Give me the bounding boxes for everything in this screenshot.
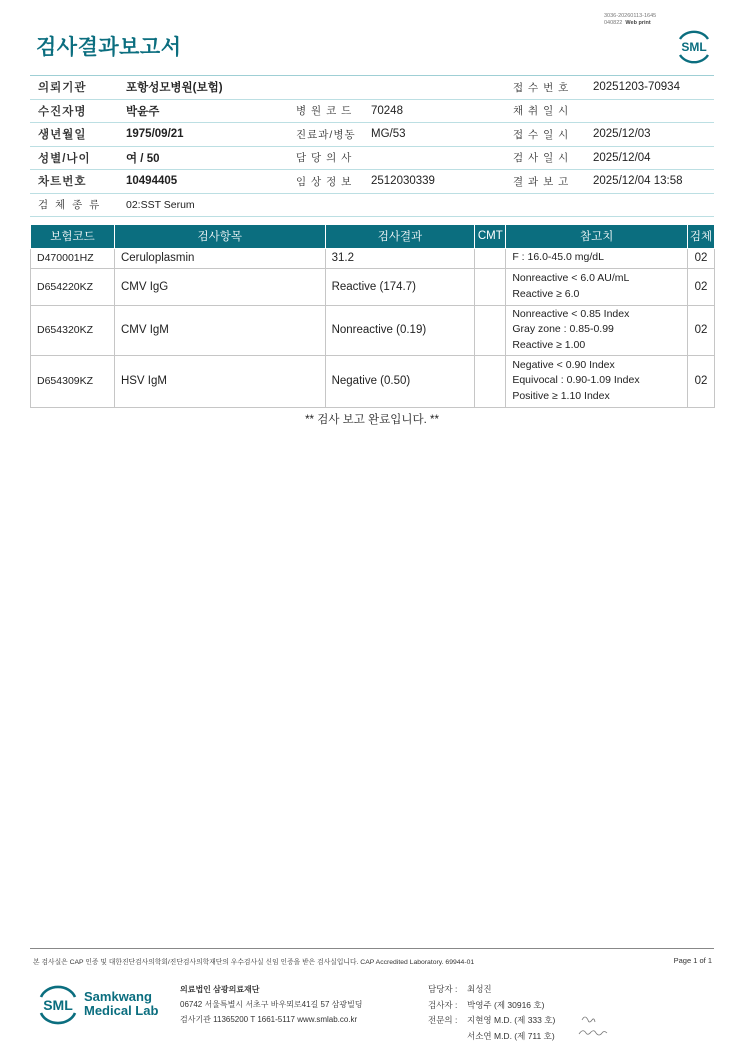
staff-role: 담당자 :: [428, 984, 458, 994]
info-value: 10494405: [118, 170, 282, 194]
foundation-address: 06742 서울특별시 서초구 바우뫼로41길 57 삼광빌딩: [180, 1000, 363, 1009]
info-label: 차트번호: [30, 170, 118, 194]
reference-line: Equivocal : 0.90-1.09 Index: [512, 374, 640, 387]
info-label: 의뢰기관: [30, 76, 118, 100]
insurance-code: D654309KZ: [31, 355, 115, 407]
results-column-header: CMT: [475, 225, 506, 248]
result-row: [31, 305, 715, 355]
footer-divider: [30, 948, 714, 949]
comment-cell: [475, 268, 506, 305]
test-item: CMV IgM: [114, 305, 325, 355]
info-value: 2512030339: [363, 170, 499, 194]
insurance-code: D654220KZ: [31, 268, 115, 305]
staff-row: [428, 1013, 555, 1029]
samkwang-logo-text: SML: [43, 997, 73, 1013]
info-row: [30, 99, 714, 123]
specimen-label: 검 체 종 류: [30, 193, 118, 217]
result-row: [31, 355, 715, 407]
staff-role: [428, 1029, 467, 1045]
info-value: 2025/12/04: [585, 146, 714, 170]
info-value: 70248: [363, 99, 499, 123]
staff-row: [428, 1029, 555, 1045]
samkwang-logo-name: [84, 990, 158, 1017]
info-row: [30, 76, 714, 100]
specimen-code: 02: [687, 248, 714, 268]
comment-cell: [475, 355, 506, 407]
info-row: [30, 170, 714, 194]
document-code-line2: 040822: [604, 19, 623, 26]
reference-line: Positive ≥ 1.10 Index: [512, 389, 610, 402]
info-value: MG/53: [363, 123, 499, 147]
info-label: 접 수 번 호: [499, 76, 585, 100]
info-label: 수진자명: [30, 99, 118, 123]
reference-line: Nonreactive < 0.85 Index: [512, 307, 630, 320]
foundation-contact: 검사기관 11365200 T 1661-5117 www.smlab.co.kr: [180, 1015, 358, 1024]
specimen-code: 02: [687, 355, 714, 407]
specimen-row: [30, 193, 714, 217]
reference-line: Nonreactive < 6.0 AU/mL: [512, 272, 630, 284]
results-column-header: 검체: [687, 225, 714, 248]
reference-range: [506, 305, 688, 355]
test-item: CMV IgG: [114, 268, 325, 305]
reference-line: Reactive ≥ 6.0: [512, 287, 580, 300]
reference-line: Gray zone : 0.85-0.99: [512, 323, 614, 336]
results-column-header: 보험코드: [31, 225, 115, 248]
signature-icon: [576, 1010, 610, 1040]
info-value: 2025/12/03: [585, 123, 714, 147]
results-table: [30, 225, 715, 408]
insurance-code: D470001HZ: [31, 248, 115, 268]
staff-row: [428, 998, 555, 1014]
info-label: 생년월일: [30, 123, 118, 147]
page-number: Page 1 of 1: [673, 956, 712, 965]
sml-logo-icon: [674, 27, 714, 65]
reference-line: Negative < 0.90 Index: [512, 358, 615, 371]
test-item: Ceruloplasmin: [114, 248, 325, 268]
reference-range: [506, 248, 688, 268]
info-row: [30, 123, 714, 147]
test-result: Nonreactive (0.19): [325, 305, 475, 355]
insurance-code: D654320KZ: [31, 305, 115, 355]
test-item: HSV IgM: [114, 355, 325, 407]
specimen-code: 02: [687, 268, 714, 305]
web-print-label: Web print: [625, 19, 651, 26]
result-row: [31, 268, 715, 305]
results-column-header: 검사결과: [325, 225, 475, 248]
samkwang-logo-icon: [36, 983, 80, 1025]
test-result: Reactive (174.7): [325, 268, 475, 305]
staff-role: 검사자 :: [428, 999, 458, 1010]
comment-cell: [475, 248, 506, 268]
certification-note: 본 검사실은 CAP 인증 및 대한진단검사의학회/진단검사의학재단의 우수검사실 신임 인증을 받은 검사실입니다. CAP Accredited Laboratory. 69944-01: [33, 959, 475, 966]
reference-line: Reactive ≥ 1.00: [512, 338, 586, 351]
staff-name: 최성진: [467, 984, 492, 994]
staff-list: [428, 982, 555, 1044]
info-value: 여 / 50: [118, 146, 282, 170]
info-label: 접 수 일 시: [499, 123, 585, 147]
info-label: 진료과/병동: [282, 123, 363, 147]
specimen-value: 02:SST Serum: [118, 193, 714, 217]
info-label: 성별/나이: [30, 146, 118, 170]
test-result: Negative (0.50): [325, 355, 475, 407]
info-label: 병 원 코 드: [282, 99, 363, 123]
reference-range: [506, 355, 688, 407]
sml-logo-text: SML: [681, 40, 707, 54]
foundation-name: 의료법인 삼광의료재단: [180, 985, 260, 994]
comment-cell: [475, 305, 506, 355]
info-value: 박윤주: [118, 99, 282, 123]
info-value: 1975/09/21: [118, 123, 282, 147]
page-title: 검사결과보고서: [36, 36, 182, 59]
info-value: [363, 76, 499, 100]
info-label: [282, 76, 363, 100]
info-label: 채 취 일 시: [499, 99, 585, 123]
document-code: [604, 13, 656, 26]
test-result: 31.2: [325, 248, 475, 268]
logo-name-line2: Medical Lab: [84, 1002, 159, 1018]
staff-name: 박영주 (제 30916 호): [467, 999, 545, 1010]
info-value: 포항성모병원(보험): [118, 76, 282, 100]
logo-name-line1: Samkwang: [84, 989, 152, 1004]
info-value: 20251203-70934: [585, 76, 714, 100]
report-complete-note: ** 검사 보고 완료입니다. **: [305, 414, 439, 426]
foundation-info: [180, 982, 363, 1027]
info-label: 담 당 의 사: [282, 146, 363, 170]
specimen-code: 02: [687, 305, 714, 355]
patient-info-table: [30, 75, 714, 217]
staff-name: 지현영 M.D. (제 333 호): [467, 1015, 556, 1025]
reference-line: F : 16.0-45.0 mg/dL: [512, 251, 604, 264]
results-column-header: 검사항목: [114, 225, 325, 248]
info-row: [30, 146, 714, 170]
reference-range: [506, 268, 688, 305]
staff-row: [428, 982, 555, 998]
info-label: 임 상 정 보: [282, 170, 363, 194]
result-row: [31, 248, 715, 268]
staff-name: 서소연 M.D. (제 711 호): [467, 1030, 555, 1041]
staff-role: 전문의 :: [428, 1015, 458, 1025]
document-code-line1: 3036-20260113-1645: [604, 13, 657, 19]
info-value: 2025/12/04 13:58: [585, 170, 714, 194]
results-column-header: 참고치: [506, 225, 688, 248]
info-label: 결 과 보 고: [499, 170, 585, 194]
info-value: [363, 146, 499, 170]
info-label: 검 사 일 시: [499, 146, 585, 170]
info-value: [585, 99, 714, 123]
